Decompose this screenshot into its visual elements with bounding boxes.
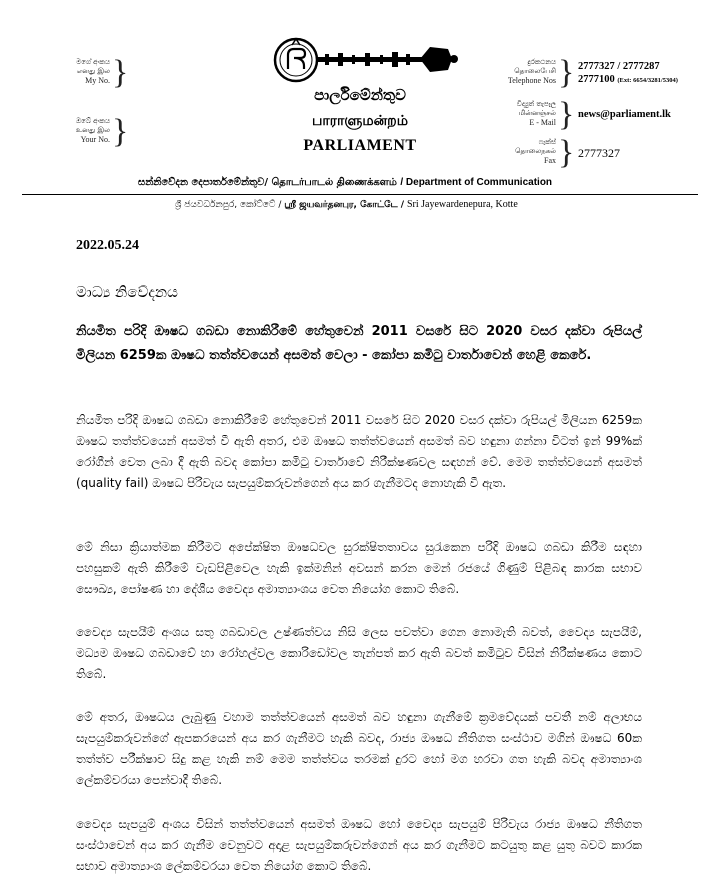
telephone-values: 2777327 / 2777287 2777100 (Ext: 6654/3281/5304)	[578, 61, 678, 85]
title-sinhala: පාර්ලිමේන්තුව	[314, 86, 406, 104]
fax-value: 2777327	[578, 146, 620, 160]
paragraph-4: මේ අතර, ඖෂධය ලැබුණු වහාම තත්ත්වයෙන් අසමත් බව හඳුනා ගැනීමේ ක්‍රමවේදයක් පවතී නම් අලාභය සැපයුම්කරුවන්ගේ ඇපකරයෙන් අය කර ගැනීමට හැකි බවද, රාජ්‍ය ඖෂධ නීතිගත සංස්ථාව මගින් ඖෂධ 60ක තත්ත්ව පරීක්ෂාව සිදු කළ හැකි නම් මෙම තත්ත්වය තරමක් දුරට හෝ මග හරවා ගත හැකි බවද අමාත්‍යාංශ ලේකම්වරයා පෙන්වාදී තිබේ.	[76, 710, 642, 787]
my-no-brace: }	[112, 54, 129, 91]
email-label: විද්‍යුත් තැපෑල மின்னஞ்சல் E - Mail	[516, 100, 556, 127]
your-no-label: ඔබේ අංකය உனது இல Your No.	[75, 117, 110, 144]
header-divider	[22, 194, 698, 195]
fax-brace: }	[558, 134, 575, 171]
paragraph-1: නියමිත පරිදි ඖෂධ ගබඩා නොකිරීමේ හේතුවෙන් 2011 වසරේ සිට 2020 වසර දක්වා රුපියල් මිලියන 6259ක ඖෂධ තත්ත්වයෙන් අසමත් වී ඇති අතර, එම ඖෂධ තත්ත්වයෙන් අසමත් බව හඳුනා ගන්නා විටත් ඉන් 99%ක් රෝගීන් වෙත ලබා දී ඇති බවද කෝපා කමිටු වාර්තාවේ නිරීක්ෂණවල සඳහන් වේ. මෙම තත්ත්වයෙන් අසමත් (quality fail) ඖෂධ පිරිවැය සැපයුම්කරුවන්ගෙන් අය කර ගැනීමටද නොහැකි වී ඇත.	[76, 413, 642, 490]
paragraph-3: වෛද්‍ය සැපයීම් අංශය සතු ගබඩාවල උෂ්ණත්වය නිසි ලෙස පවත්වා ගෙන නොමැති බවත්, වෛද්‍ය සැපයීම්, මධ්‍යම ඖෂධ ගබඩාවේ හා රෝහල්වල කොරිඩෝවල තැන්පත් කර ඇති බවත් කමිටුව විසින් නිරීක්ෂණය කොට තිබේ.	[76, 625, 642, 681]
telephone-label: දුරකථනය தொலைபேசி Telephone Nos	[507, 58, 556, 85]
email-brace: }	[558, 96, 575, 133]
title-english: PARLIAMENT	[303, 137, 417, 154]
paragraph-5: වෛද්‍ය සැපයුම් අංශය විසින් තත්ත්වයෙන් අසමත් ඖෂධ හෝ වෛද්‍ය සැපයුම් පිරිවැය රාජ්‍ය ඖෂධ නීතිගත සංස්ථාවෙන් අය කර ගැනීම වෙනුවට අදාළ සැපයුම්කරුවන්ගෙන් අය කර ගැනීමට කටයුතු කළ යුතු බවට කාරක සභාව අමාත්‍යාංශ ලේකම්වරයා වෙත නියෝග කොට තිබේ.	[76, 817, 642, 873]
telephone-brace: }	[558, 54, 575, 91]
my-no-label: මගේ අංකය எனது இல My No.	[76, 58, 110, 85]
fax-label: ෆැක්ස් தொலைநகல் Fax	[515, 138, 556, 165]
title-tamil: பாராளுமன்றம்	[312, 113, 408, 129]
release-date: 2022.05.24	[76, 238, 139, 253]
paragraph-2: මේ නිසා ක්‍රියාත්මක කිරීමට අපේක්ෂිත ඖෂධවල සුරක්ෂිතතාවය සුරැකෙන පරිදි ඖෂධ ගබඩා කිරීම සඳහා පහසුකම් ඇති කිරීමේ වැඩපිළිවෙල හැකි ඉක්මනින් අවසන් කරන මෙන් රජයේ ගිණුම් පිළිබඳ කාරක සභාව සෞඛ්‍ය, පෝෂණ හා දේශීය වෛද්‍ය අමාත්‍යාංශය වෙත නියෝග කොට තිබේ.	[76, 540, 642, 596]
parliament-emblem-icon	[270, 35, 460, 87]
headline: නියමිත පරිදි ඖෂධ ගබඩා නොකිරීමේ හේතුවෙන් 2011 වසරේ සිට 2020 වසර දක්වා රුපියල් මිලියන 6259ක ඖෂධ තත්ත්වයෙන් අසමත් වෙලා - කෝපා කමිටු වාර්තාවෙන් හෙළි කෙරේ.	[76, 324, 642, 363]
media-release-heading: මාධ්‍ය නිවේදනය	[76, 283, 178, 301]
your-no-brace: }	[112, 113, 129, 150]
email-value: news@parliament.lk	[578, 109, 671, 120]
department-line: සන්නිවේදන දෙපාර්තමේන්තුව/ தொடர்பாடல் திணைக்களம் / Department of Communication	[138, 177, 553, 188]
address-line: ශ්‍රී ජයවර්ධනපුර, කෝට්ටේ / ஸ்ரீ ஜயவர்தனபுர, கோட்டே / Sri Jayewardenepura, Kotte	[175, 199, 518, 210]
